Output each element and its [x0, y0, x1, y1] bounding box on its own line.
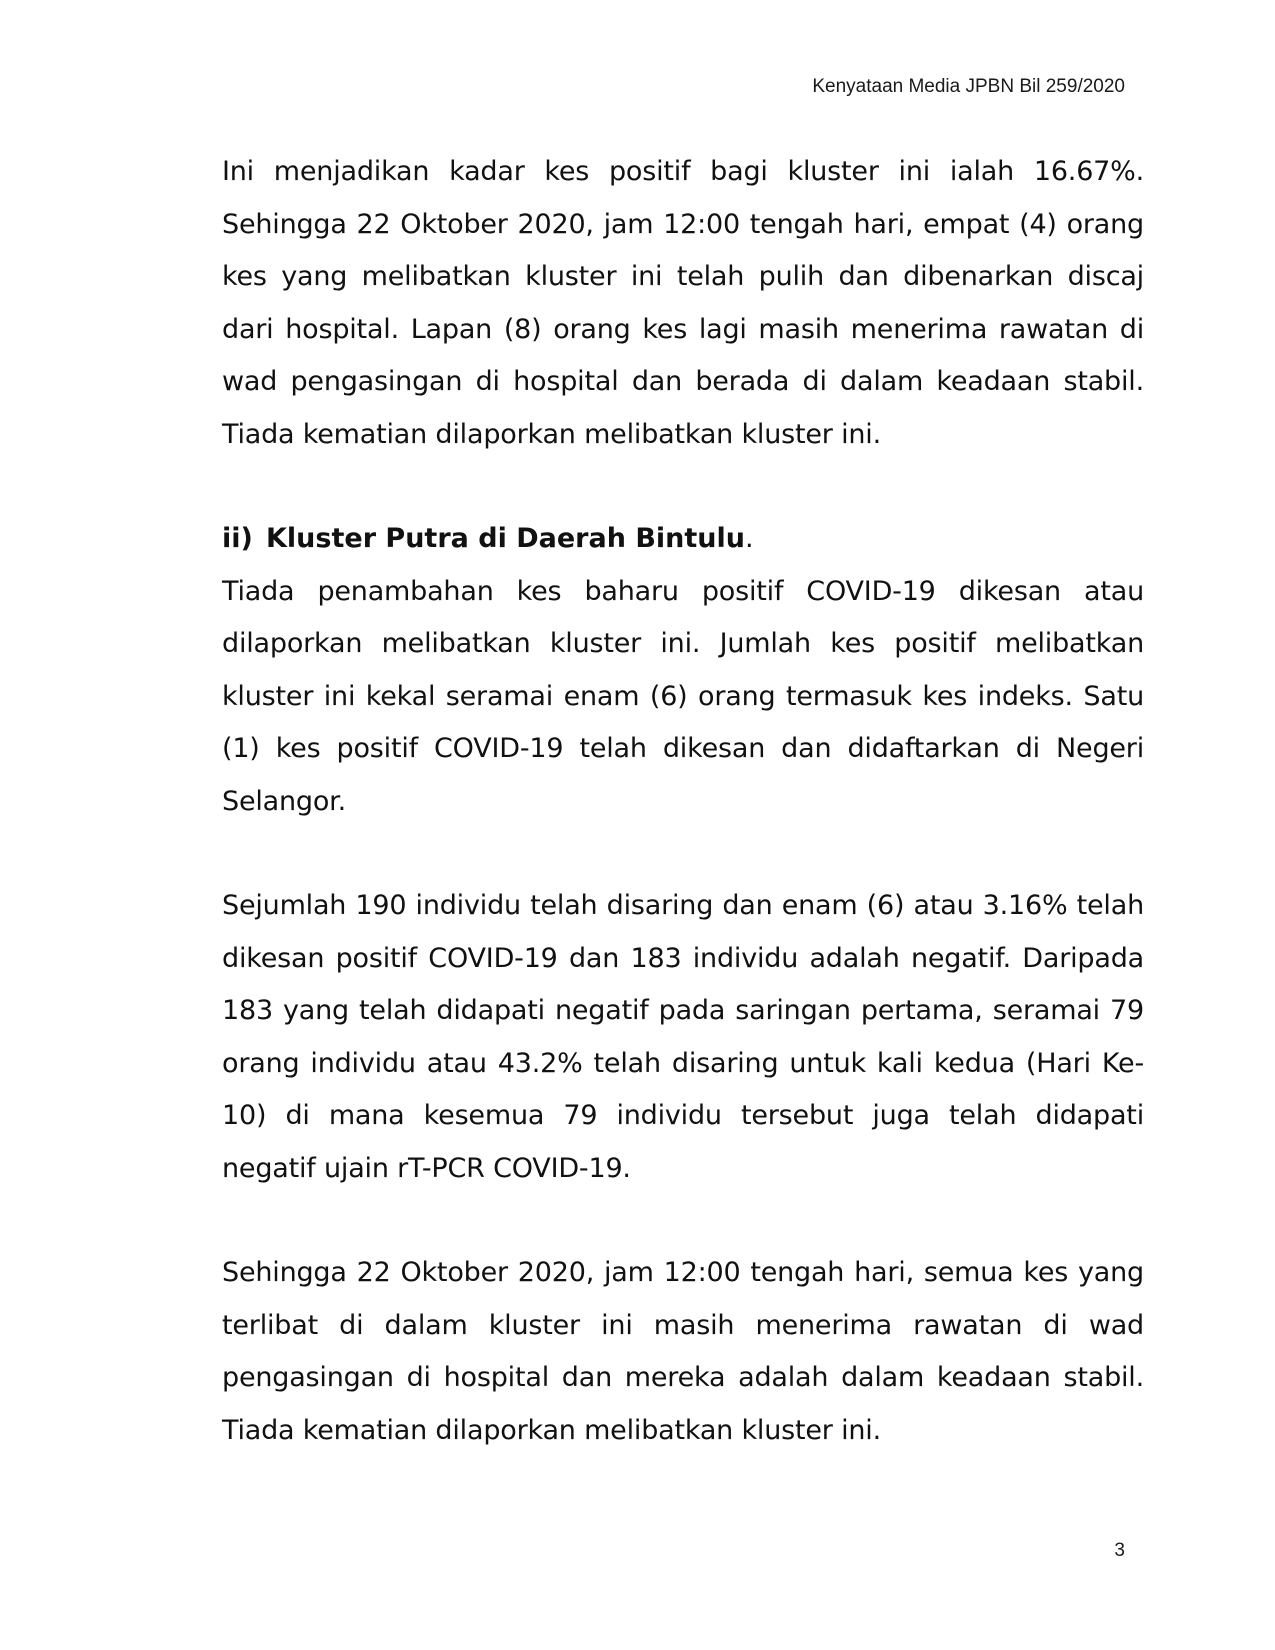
paragraph-screening: Sejumlah 190 individu telah disaring dan enam (6) atau 3.16% telah dikesan positif COVID-19 dan 183 individu adalah negatif. Daripada 183 yang telah didapati negatif pada saringan pertama, seramai 79 orang individu atau 43.2% telah disaring untuk kali kedua (Hari Ke-10) di mana kesemua 79 individu tersebut juga telah didapati negatif ujain rT-PCR COVID-19.	[222, 890, 1144, 1184]
paragraph-spacer	[222, 461, 1144, 513]
page-header-reference: Kenyataan Media JPBN Bil 259/2020	[812, 76, 1125, 97]
document-body	[222, 146, 1144, 1457]
paragraph-spacer	[222, 1195, 1144, 1247]
paragraph-new-cases: Tiada penambahan kes baharu positif COVID-19 dikesan atau dilaporkan melibatkan kluster ini. Jumlah kes positif melibatkan kluster ini kekal seramai enam (6) orang termasuk kes indeks. Satu (1) kes positif COVID-19 telah dikesan dan didaftarkan di Negeri Selangor.	[222, 575, 1144, 817]
paragraph-cluster-status: Ini menjadikan kadar kes positif bagi kluster ini ialah 16.67%. Sehingga 22 Oktober 2020, jam 12:00 tengah hari, empat (4) orang kes yang melibatkan kluster ini telah pulih dan dibenarkan discaj dari hospital. Lapan (8) orang kes lagi masih menerima rawatan di wad pengasingan di hospital dan berada di dalam keadaan stabil. Tiada kematian dilaporkan melibatkan kluster ini.	[222, 156, 1144, 450]
paragraph-spacer	[222, 828, 1144, 880]
section-heading	[222, 513, 1144, 566]
page-number: 3	[1114, 1540, 1125, 1561]
paragraph-treatment-status: Sehingga 22 Oktober 2020, jam 12:00 tengah hari, semua kes yang terlibat di dalam kluster ini masih menerima rawatan di wad pengasingan di hospital dan mereka adalah dalam keadaan stabil. Tiada kematian dilaporkan melibatkan kluster ini.	[222, 1257, 1144, 1446]
section-title: Kluster Putra di Daerah Bintulu.	[266, 523, 754, 554]
section-number: ii)	[222, 523, 253, 554]
